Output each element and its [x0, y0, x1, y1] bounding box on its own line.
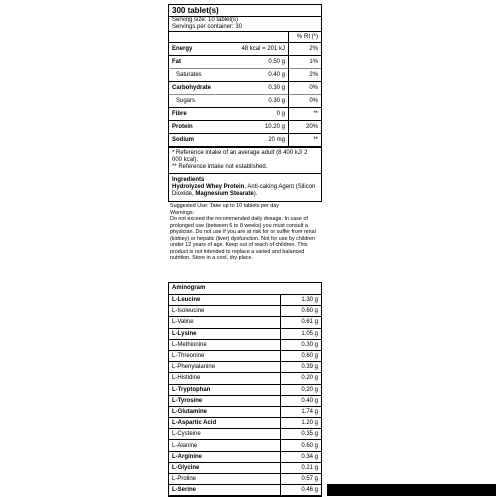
nutrient-value: 10.20 g — [264, 123, 285, 130]
aminogram-row — [169, 295, 321, 306]
nutrient-name: Sodium — [172, 136, 194, 143]
amino-acid-name: L-Aspartic Acid — [169, 418, 281, 429]
amino-acid-name: L-Tryptophan — [169, 384, 281, 395]
amino-acid-name: L-Proline — [169, 474, 281, 485]
nutrient-ri: 0% — [289, 82, 322, 95]
aminogram-row — [169, 418, 321, 429]
nutrition-row — [169, 56, 321, 69]
amino-acid-name: L-Histidine — [169, 373, 281, 384]
nutrient-ri: ** — [289, 134, 322, 147]
ri-header: % RI (*) — [289, 32, 322, 43]
amino-acid-value: 0.34 g — [281, 451, 322, 462]
ingredient-end: ). — [253, 191, 258, 197]
aminogram-row — [169, 406, 321, 417]
amino-acid-value: 0.39 g — [281, 362, 322, 373]
servings-per-container: Servings per container: 30 — [169, 24, 321, 32]
ingredient-allergen: Hydrolyzed Whey Protein — [172, 184, 245, 190]
amino-acid-name: L-Arginine — [169, 451, 281, 462]
amino-acid-value: 0.60 g — [281, 306, 322, 317]
nutrition-row — [169, 134, 321, 147]
nutrient-ri: 2% — [289, 69, 322, 82]
ingredients-text — [169, 184, 321, 201]
aminogram-row — [169, 350, 321, 361]
warnings-heading: Warnings: — [170, 209, 195, 216]
aminogram-row — [169, 306, 321, 317]
amino-acid-value: 0.61 g — [281, 317, 322, 328]
nutrient-ri: 0% — [289, 95, 322, 108]
amino-acid-value: 0.30 g — [281, 339, 322, 350]
aminogram-row — [169, 451, 321, 462]
reference-note-2: ** Reference intake not established. — [172, 164, 268, 170]
aminogram-row — [169, 328, 321, 339]
nutrition-table — [169, 32, 321, 147]
nutrient-value: 0.30 g — [268, 97, 285, 104]
aminogram-row — [169, 474, 321, 485]
amino-acid-value: 0.46 g — [281, 485, 322, 496]
nutrition-row — [169, 95, 321, 108]
amino-acid-name: L-Serine — [169, 485, 281, 496]
nutrition-row — [169, 82, 321, 95]
nutrient-value: 0.40 g — [268, 71, 285, 78]
amino-acid-name: L-Glycine — [169, 462, 281, 473]
aminogram-heading: Aminogram — [169, 283, 321, 295]
ingredient-bold: Magnesium Stearate — [195, 191, 254, 197]
aminogram-row — [169, 395, 321, 406]
amino-acid-value: 0.20 g — [281, 373, 322, 384]
amino-acid-name: L-Methionine — [169, 339, 281, 350]
nutrient-value: 48 kcal = 201 kJ — [241, 45, 285, 52]
amino-acid-value: 1.30 g — [281, 295, 322, 306]
amino-acid-value: 0.35 g — [281, 429, 322, 440]
nutrient-value: 20 mg — [268, 136, 285, 143]
amino-acid-name: L-Cysteine — [169, 429, 281, 440]
amino-acid-name: L-Phenylalanine — [169, 362, 281, 373]
nutrient-name: Saturates — [176, 71, 202, 78]
amino-acid-value: 0.20 g — [281, 384, 322, 395]
nutrient-value: 0.50 g — [268, 58, 285, 65]
amino-acid-value: 0.60 g — [281, 440, 322, 451]
amino-acid-value: 0.57 g — [281, 474, 322, 485]
nutrient-value: 0.30 g — [268, 84, 285, 91]
aminogram-panel — [168, 282, 322, 497]
nutrient-name: Fibre — [172, 110, 187, 117]
nutrition-header-value — [230, 32, 289, 43]
aminogram-table — [169, 295, 321, 496]
nutrition-header-row — [169, 32, 321, 43]
amino-acid-name: L-Tyrosine — [169, 395, 281, 406]
nutrient-ri: ** — [289, 108, 322, 121]
aminogram-row — [169, 440, 321, 451]
aminogram-row — [169, 317, 321, 328]
amino-acid-value: 1.05 g — [281, 328, 322, 339]
nutrition-row — [169, 43, 321, 56]
aminogram-row — [169, 373, 321, 384]
nutrient-ri: 20% — [289, 121, 322, 134]
nutrition-facts-panel — [168, 4, 322, 202]
nutrient-name: Protein — [172, 123, 193, 130]
nutrition-row — [169, 108, 321, 121]
suggested-use-block — [170, 203, 320, 262]
suggested-use-line: Suggested Use: Take up to 10 tablets per day — [170, 203, 279, 209]
warnings-body: Do not exceed the recommended daily dosage. In case of prolonged use (between 6 to 8 weeks) you must consult a physician. Do not use if you are at risk for or suffer from renal (kidney) or hepatic (liver) dysfunction. Not for use by children under 12 years of age. Keep out of reach of children. This product is not intended to replace a varied and balanced nutrition. Store in a cool, dry place. — [170, 216, 316, 261]
ingredient-text: , Anti-caking Agent (Silicon Dioxide, — [172, 184, 316, 197]
reference-note-1: * Reference intake of an average adult (8 400 kJ/ 2 000 kcal). — [172, 150, 308, 163]
nutrition-row — [169, 69, 321, 82]
aminogram-row — [169, 384, 321, 395]
amino-acid-value: 0.60 g — [281, 350, 322, 361]
package-size-title: 300 tablet(s) — [169, 5, 321, 17]
amino-acid-value: 0.40 g — [281, 395, 322, 406]
nutrient-ri: 2% — [289, 43, 322, 56]
aminogram-row — [169, 462, 321, 473]
amino-acid-name: L-Glutamine — [169, 406, 281, 417]
nutrient-ri: 1% — [289, 56, 322, 69]
nutrient-name: Energy — [172, 45, 193, 52]
nutrient-name: Sugars — [176, 97, 196, 104]
amino-acid-name: L-Lysine — [169, 328, 281, 339]
amino-acid-name: L-Leucine — [169, 295, 281, 306]
amino-acid-name: L-Isoleucine — [169, 306, 281, 317]
amino-acid-value: 1.20 g — [281, 418, 322, 429]
aminogram-row — [169, 485, 321, 496]
aminogram-row — [169, 362, 321, 373]
reference-notes — [169, 147, 321, 174]
bottom-right-black-band — [327, 484, 496, 496]
amino-acid-name: L-Threonine — [169, 350, 281, 361]
nutrition-header-blank — [169, 32, 230, 43]
amino-acid-value: 0.21 g — [281, 462, 322, 473]
aminogram-row — [169, 339, 321, 350]
nutrient-value: 0 g — [276, 110, 285, 117]
serving-size: Serving size: 10 tablet(s) — [172, 17, 239, 23]
amino-acid-name: L-Alanine — [169, 440, 281, 451]
nutrient-name: Fat — [172, 58, 181, 65]
ingredients-heading: Ingredients — [172, 177, 205, 183]
nutrition-row — [169, 121, 321, 134]
nutrient-name: Carbohydrate — [172, 84, 212, 91]
amino-acid-value: 1.74 g — [281, 406, 322, 417]
aminogram-row — [169, 429, 321, 440]
amino-acid-name: L-Valine — [169, 317, 281, 328]
